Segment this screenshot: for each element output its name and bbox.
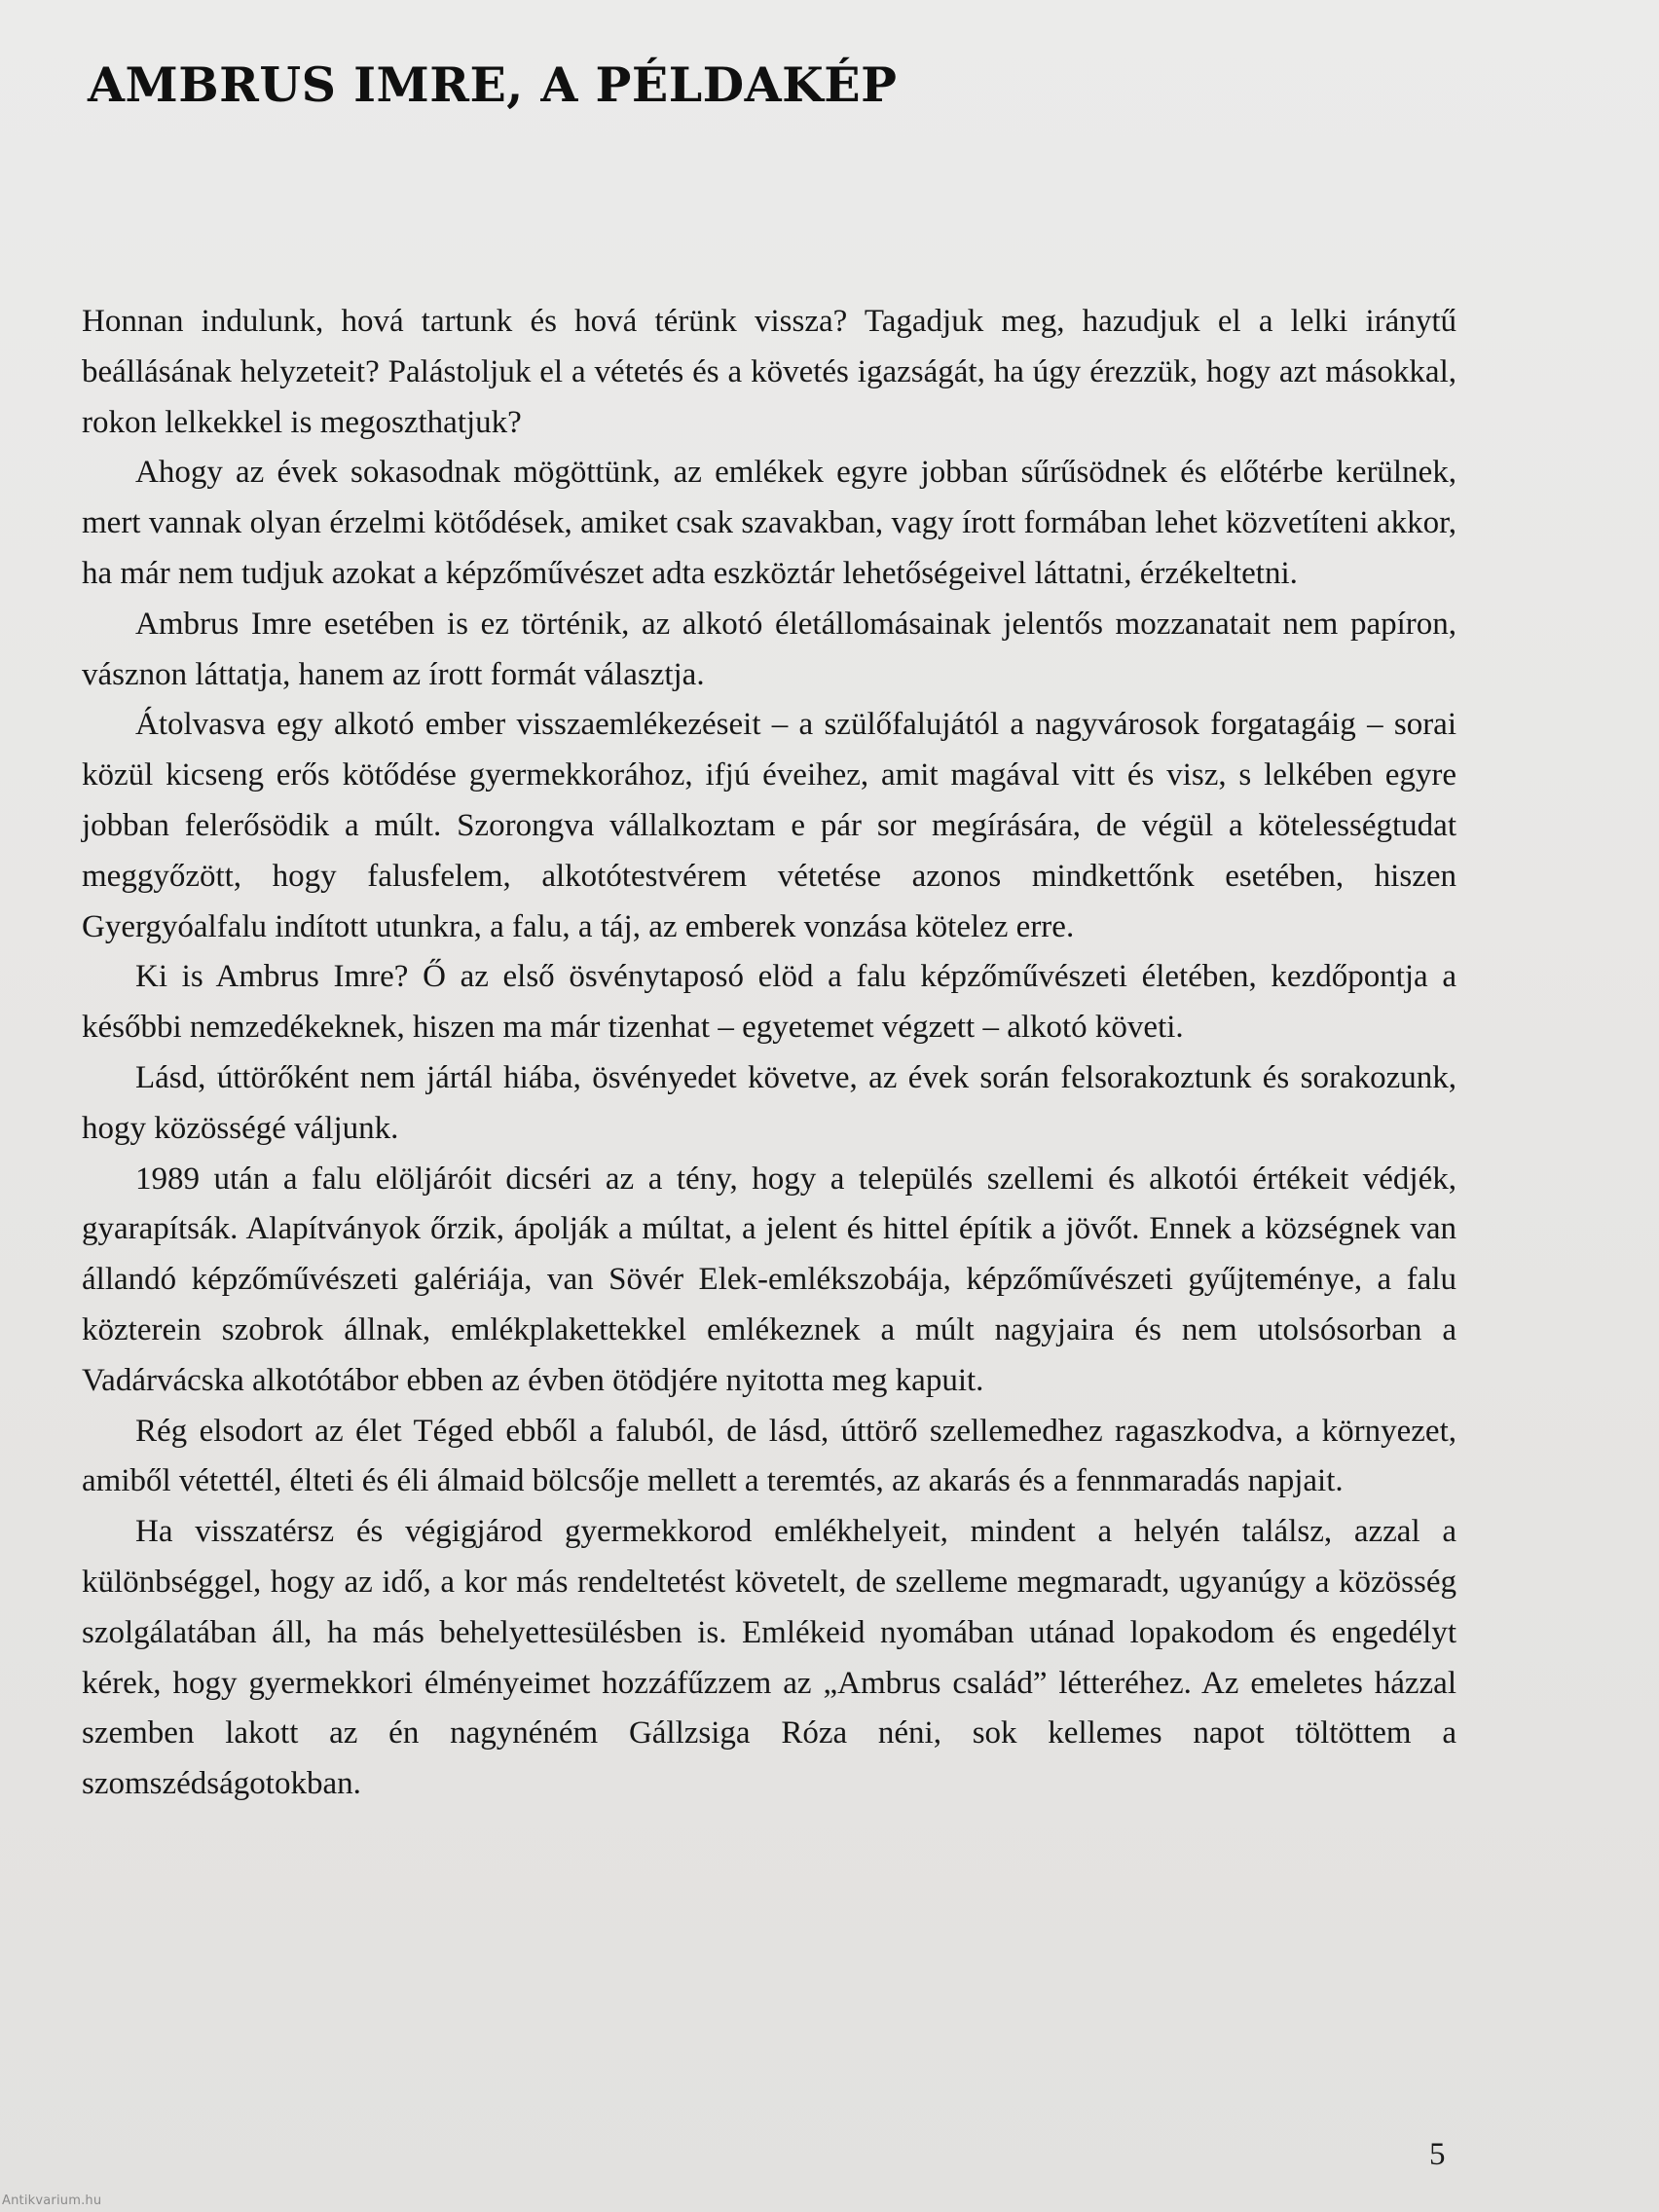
body-text xyxy=(82,297,1456,1810)
paragraph: Ki is Ambrus Imre? Ő az első ösvénytaposó elöd a falu képzőművészeti életében, kezdőpontja a későbbi nemzedékeknek, hiszen ma már tizenhat – egyetemet végzett – alkotó követi. xyxy=(82,959,1456,1046)
paragraph: 1989 után a falu elöljáróit dicséri az a tény, hogy a település szellemi és alkotói értékeit védjék, gyarapítsák. Alapítványok őrzik, ápolják a múltat, a jelent és hittel építik a jövőt. Ennek a községnek van állandó képzőművészeti galériája, van Sövér Elek-emlékszobája, képzőművészeti gyűjteménye, a falu közterein szobrok állnak, emlékplakettekkel emlékeznek a múlt nagyjaira és nem utolsósorban a Vadárvácska alkotótábor ebben az évben ötödjére nyitotta meg kapuit. xyxy=(82,1161,1456,1398)
paragraph: Ha visszatérsz és végigjárod gyermekkorod emlékhelyeit, mindent a helyén találsz, azzal a különbséggel, hogy az idő, a kor más rendeltetést követelt, de szelleme megmaradt, ugyanúgy a közösség szolgálatában áll, ha más behelyettesülésben is. Emlékeid nyomában utánad lopakodom és engedélyt kérek, hogy gyermekkori élményeimet hozzáfűzzem az „Ambrus család” létteréhez. Az emeletes házzal szemben lakott az én nagynéném Gállzsiga Róza néni, sok kellemes napot töltöttem a szomszédságotokban. xyxy=(82,1514,1456,1802)
watermark: Antikvarium.hu xyxy=(2,2194,102,2208)
paragraph: Ambrus Imre esetében is ez történik, az alkotó életállomásainak jelentős mozzanatait nem papíron, vásznon láttatja, hanem az írott formát választja. xyxy=(82,606,1456,692)
paragraph: Átolvasva egy alkotó ember visszaemlékezéseit – a szülőfalujától a nagyvárosok forgatagáig – sorai közül kicseng erős kötődése gyermekkorához, ifjú éveihez, amit magával vitt és visz, s lelkében egyre jobban felerősödik a múlt. Szorongva vállalkoztam e pár sor megírására, de végül a kötelességtudat meggyőzött, hogy falusfelem, alkotótestvérem vétetése azonos mindkettőnk esetében, hiszen Gyergyóalfalu indított utunkra, a falu, a táj, az emberek vonzása kötelez erre. xyxy=(82,707,1456,944)
page-title: AMBRUS IMRE, A PÉLDAKÉP xyxy=(88,56,898,113)
paragraph: Honnan indulunk, hová tartunk és hová térünk vissza? Tagadjuk meg, hazudjuk el a lelki iránytű beállásának helyzeteit? Palástoljuk el a vétetés és a követés igazságát, ha úgy érezzük, hogy azt másokkal, rokon lelkekkel is megoszthatjuk? xyxy=(82,304,1456,440)
paragraph: Ahogy az évek sokasodnak mögöttünk, az emlékek egyre jobban sűrűsödnek és előtérbe kerülnek, mert vannak olyan érzelmi kötődések, amiket csak szavakban, vagy írott formában lehet közvetíteni akkor, ha már nem tudjuk azokat a képzőművészet adta eszköztár lehetőségeivel láttatni, érzékeltetni. xyxy=(82,455,1456,591)
page-number: 5 xyxy=(1429,2137,1446,2172)
paragraph: Lásd, úttörőként nem jártál hiába, ösvényedet követve, az évek során felsorakoztunk és sorakozunk, hogy közösségé váljunk. xyxy=(82,1059,1456,1146)
paragraph: Rég elsodort az élet Téged ebből a faluból, de lásd, úttörő szellemedhez ragaszkodva, a környezet, amiből vétettél, élteti és éli álmaid bölcsője mellett a teremtés, az akarás és a fennmaradás napjait. xyxy=(82,1413,1456,1499)
